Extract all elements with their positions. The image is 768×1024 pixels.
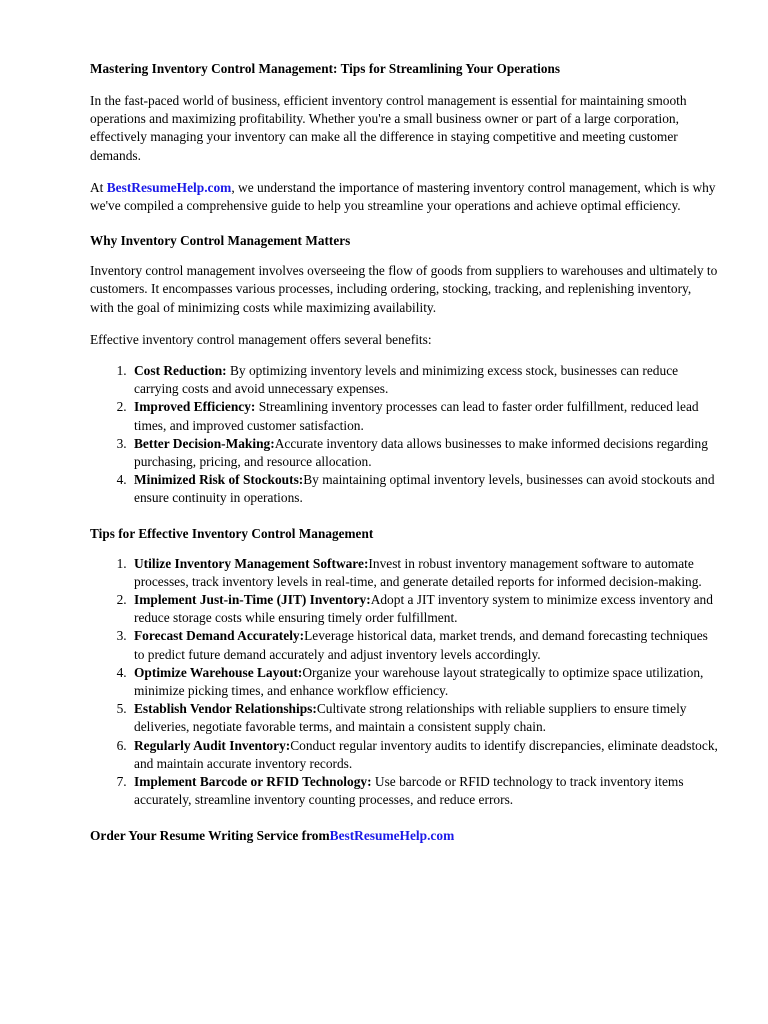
list-item-body: Cultivate strong relationships with reliable suppliers to ensure timely deliveries, negotiate favorable terms, and maintain a consistent supply chain. — [134, 701, 687, 735]
list-item-lead: Better Decision-Making: — [134, 435, 275, 451]
page-title: Mastering Inventory Control Management: Tips for Streamlining Your Operations — [90, 61, 561, 76]
list-item-body: Conduct regular inventory audits to identify discrepancies, eliminate deadstock, and maintain accurate inventory records. — [134, 737, 718, 771]
section-heading-why-matters: Why Inventory Control Management Matters — [90, 233, 351, 249]
list-item — [130, 737, 718, 773]
list-item — [130, 664, 718, 700]
closing-call-to-action — [90, 827, 718, 845]
closing-text: Order Your Resume Writing Service from — [90, 827, 330, 843]
list-item-lead: Establish Vendor Relationships: — [134, 701, 317, 717]
tips-list — [90, 555, 718, 810]
list-item-body: Streamlining inventory processes can lead to faster order fulfillment, reduced lead times, and improved customer satisfaction. — [134, 399, 699, 433]
list-item — [130, 773, 718, 809]
list-item-body: Leverage historical data, market trends, and demand forecasting techniques to predict future demand accurately and adjust inventory levels accordingly. — [134, 628, 708, 662]
list-item-body: By optimizing inventory levels and minimizing excess stock, businesses can reduce carrying costs and avoid unnecessary expenses. — [134, 363, 679, 397]
benefits-list — [90, 362, 718, 508]
benefits-lead-in: Effective inventory control management offers several benefits: — [90, 331, 432, 347]
at-paragraph-after-link: , we understand the importance of mastering inventory control management, which is why we've compiled a comprehensive guide to help you streamline your operations and achieve optimal efficiency. — [90, 179, 716, 214]
list-item-lead: Implement Just-in-Time (JIT) Inventory: — [134, 592, 371, 608]
list-item-lead: Cost Reduction: — [134, 363, 227, 379]
list-item — [130, 591, 718, 627]
list-item-body: Organize your warehouse layout strategically to optimize space utilization, minimize picking times, and enhance workflow efficiency. — [134, 664, 704, 699]
bestresumehelp-link-inline[interactable]: BestResumeHelp.com — [106, 179, 232, 195]
list-item — [130, 555, 718, 591]
at-paragraph-before-link: At — [90, 179, 107, 195]
list-item — [130, 435, 718, 471]
document-body — [90, 60, 718, 845]
intro-paragraph: In the fast-paced world of business, efficient inventory control management is essential for maintaining smooth operations and maximizing profitability. Whether you're a small business owner or part of a large corporation, effectively managing your inventory can make all the difference in staying competitive and meeting customer demands. — [90, 93, 687, 163]
bestresumehelp-link-closing[interactable]: BestResumeHelp.com — [329, 827, 455, 843]
section-heading-tips: Tips for Effective Inventory Control Management — [90, 525, 374, 541]
list-item-lead: Regularly Audit Inventory: — [134, 737, 291, 753]
list-item-body: Accurate inventory data allows businesses to make informed decisions regarding purchasing, pricing, and resource allocation. — [134, 435, 708, 470]
list-item-lead: Implement Barcode or RFID Technology: — [134, 774, 372, 790]
list-item — [130, 398, 718, 434]
at-paragraph — [90, 179, 718, 215]
list-item-lead: Forecast Demand Accurately: — [134, 628, 305, 644]
list-item — [130, 700, 718, 736]
list-item-lead: Improved Efficiency: — [134, 399, 256, 415]
list-item-body: Use barcode or RFID technology to track inventory items accurately, streamline inventory counting processes, and reduce errors. — [134, 774, 684, 808]
list-item-body: Adopt a JIT inventory system to minimize excess inventory and reduce storage costs while ensuring timely order fulfillment. — [134, 592, 713, 626]
list-item-body: Invest in robust inventory management software to automate processes, track inventory levels in real-time, and generate detailed reports for informed decision-making. — [134, 555, 702, 589]
list-item-body: By maintaining optimal inventory levels, businesses can avoid stockouts and ensure continuity in operations. — [134, 472, 715, 506]
list-item-lead: Optimize Warehouse Layout: — [134, 664, 303, 680]
list-item — [130, 471, 718, 507]
list-item — [130, 627, 718, 663]
list-item-lead: Utilize Inventory Management Software: — [134, 555, 369, 571]
why-matters-paragraph: Inventory control management involves overseeing the flow of goods from suppliers to warehouses and ultimately to customers. It encompasses various processes, including ordering, stocking, tracking, and replenishing inventory, with the goal of minimizing costs while maximizing availability. — [90, 263, 718, 315]
list-item-lead: Minimized Risk of Stockouts: — [134, 472, 304, 488]
list-item — [130, 362, 718, 398]
